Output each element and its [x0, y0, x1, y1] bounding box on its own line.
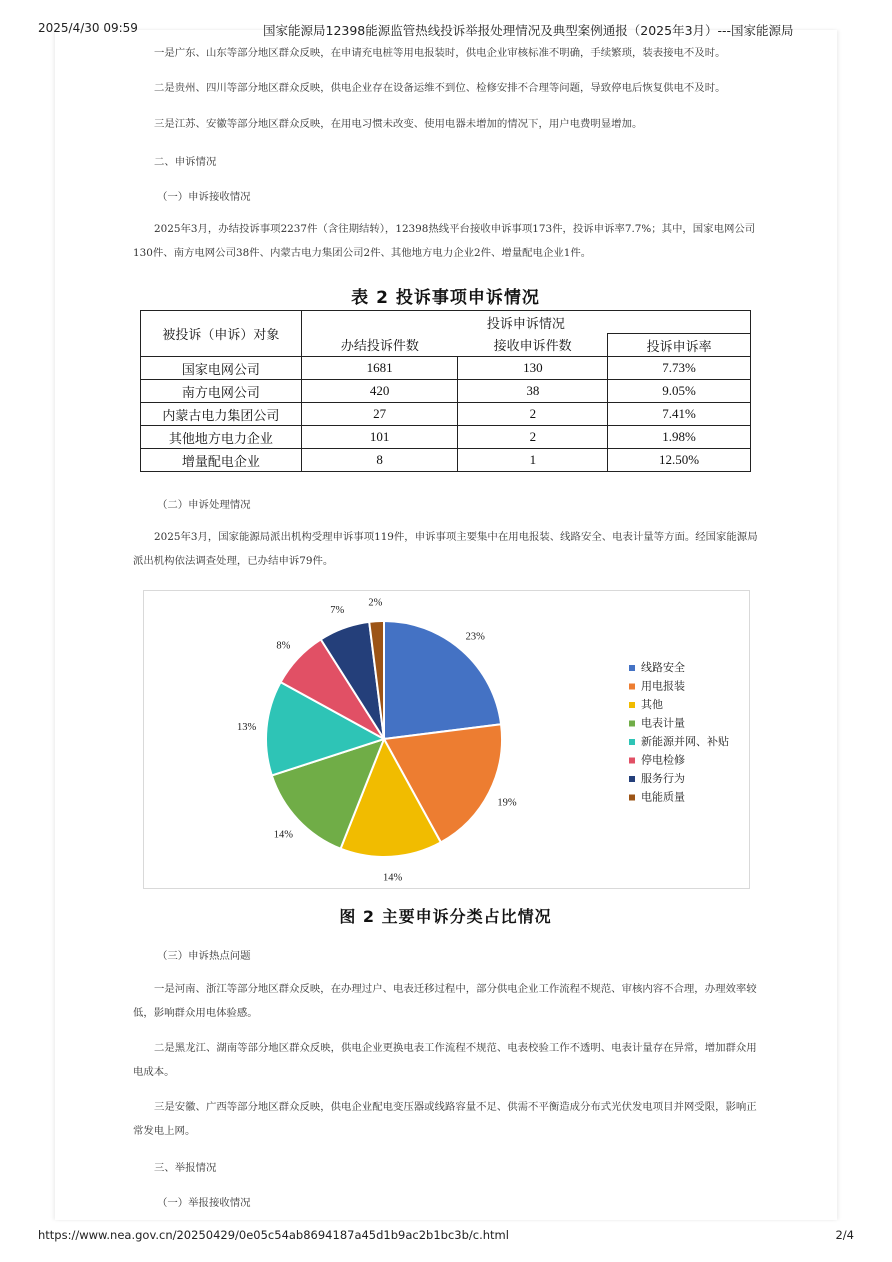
row-recv: 2: [458, 426, 608, 449]
table-row: [141, 357, 751, 380]
table-row: [141, 449, 751, 472]
heading-report: 三、举报情况: [154, 1162, 217, 1174]
row-entity: 南方电网公司: [141, 380, 302, 403]
row-rate: 1.98%: [608, 426, 751, 449]
table-row: [141, 403, 751, 426]
heading-appeal-hot: （三）申诉热点问题: [157, 950, 251, 962]
table-header-recv: 接收申诉件数: [458, 334, 608, 357]
paragraph-maintenance: 二是贵州、四川等部分地区群众反映，供电企业存在设备运维不到位、检修安排不合理等问题，导致停电后恢复供电不及时。: [154, 82, 726, 94]
heading-report-receive: （一）举报接收情况: [157, 1197, 251, 1209]
legend-label: 停电检修: [641, 753, 685, 767]
table-row: [141, 426, 751, 449]
appeal-table: [140, 310, 751, 472]
row-entity: 内蒙古电力集团公司: [141, 403, 302, 426]
print-page-number: 2/4: [835, 1228, 854, 1242]
row-recv: 38: [458, 380, 608, 403]
row-entity: 增量配电企业: [141, 449, 302, 472]
row-rate: 9.05%: [608, 380, 751, 403]
legend-swatch: [629, 721, 635, 727]
pie-slice-label: 7%: [330, 605, 345, 617]
legend-swatch: [629, 684, 635, 690]
paragraph-hot-meter: 二是黑龙江、湖南等部分地区群众反映，供电企业更换电表工作流程不规范、电表校验工作不透明、电表计量存在异常，增加群众用电成本。: [133, 1042, 757, 1078]
row-recv: 2: [458, 403, 608, 426]
heading-appeal: 二、申诉情况: [154, 156, 217, 168]
legend-swatch: [629, 739, 635, 745]
legend-swatch: [629, 758, 635, 764]
row-done: 8: [301, 449, 458, 472]
print-datetime: 2025/4/30 09:59: [38, 21, 138, 35]
table-title: 表 2 投诉事项申诉情况: [351, 288, 540, 308]
pie-slice-label: 14%: [383, 872, 403, 884]
paragraph-hot-pv: 三是安徽、广西等部分地区群众反映，供电企业配电变压器或线路容量不足、供需不平衡造成分布式光伏发电项目并网受限，影响正常发电上网。: [133, 1101, 757, 1137]
row-rate: 7.41%: [608, 403, 751, 426]
table-header-done: 办结投诉件数: [301, 334, 458, 357]
pie-chart: [144, 591, 749, 888]
pie-slice-label: 8%: [276, 640, 291, 652]
legend-label: 电能质量: [641, 790, 685, 804]
row-entity: 国家电网公司: [141, 357, 302, 380]
row-recv: 1: [458, 449, 608, 472]
paragraph-hot-transfer: 一是河南、浙江等部分地区群众反映，在办理过户、电表迁移过程中，部分供电企业工作流程不规范、审核内容不合理，办理效率较低，影响群众用电体验感。: [133, 983, 757, 1019]
row-rate: 12.50%: [608, 449, 751, 472]
pie-slice-label: 14%: [273, 829, 294, 841]
legend-label: 其他: [641, 698, 663, 711]
row-rate: 7.73%: [608, 357, 751, 380]
legend-swatch: [629, 665, 635, 671]
legend-label: 电表计量: [641, 716, 685, 730]
paragraph-bill-increase: 三是江苏、安徽等部分地区群众反映，在用电习惯未改变、使用电器未增加的情况下，用户电费明显增加。: [154, 118, 643, 130]
print-url: https://www.nea.gov.cn/20250429/0e05c54ab8694187a45d1b9ac2b1bc3b/c.html: [38, 1228, 509, 1242]
row-entity: 其他地方电力企业: [141, 426, 302, 449]
print-page-title: 国家能源局12398能源监管热线投诉举报处理情况及典型案例通报（2025年3月）---国家能源局: [263, 23, 794, 38]
heading-appeal-receive: （一）申诉接收情况: [157, 191, 251, 203]
legend-label: 用电报装: [641, 679, 685, 693]
table-header-rate: 投诉申诉率: [608, 334, 751, 357]
table-header-entity: 被投诉（申诉）对象: [141, 311, 302, 357]
legend-swatch: [629, 795, 635, 801]
pie-slice-label: 13%: [236, 722, 257, 734]
legend-swatch: [629, 776, 635, 782]
pie-chart-frame: [143, 590, 750, 889]
row-done: 27: [301, 403, 458, 426]
legend-label: 服务行为: [641, 772, 685, 785]
heading-appeal-handle: （二）申诉处理情况: [157, 499, 251, 511]
figure-title: 图 2 主要申诉分类占比情况: [339, 907, 552, 926]
row-done: 101: [301, 426, 458, 449]
paragraph-appeal-receive: 2025年3月，办结投诉事项2237件（含往期结转），12398热线平台接收申诉事项173件，投诉申诉率7.7%；其中，国家电网公司130件、南方电网公司38件、内蒙古电力集团公司2件、其他地方电力企业2件、增量配电企业1件。: [133, 223, 756, 259]
table-row: [141, 380, 751, 403]
legend-swatch: [629, 702, 635, 708]
table-header-group: 投诉申诉情况: [301, 311, 750, 334]
row-done: 420: [301, 380, 458, 403]
paragraph-charging-pile: 一是广东、山东等部分地区群众反映，在申请充电桩等用电报装时，供电企业审核标准不明确，手续繁琐，装表接电不及时。: [154, 47, 726, 59]
pie-slice-label: 23%: [465, 631, 485, 643]
row-done: 1681: [301, 357, 458, 380]
row-recv: 130: [458, 357, 608, 380]
paragraph-appeal-handle: 2025年3月，国家能源局派出机构受理申诉事项119件，申诉事项主要集中在用电报装、线路安全、电表计量等方面。经国家能源局派出机构依法调查处理，已办结申诉79件。: [133, 531, 758, 567]
pie-slice-label: 19%: [497, 797, 517, 809]
legend-label: 新能源并网、补贴: [641, 735, 729, 748]
legend-label: 线路安全: [641, 661, 685, 674]
pie-slice-label: 2%: [368, 597, 383, 609]
